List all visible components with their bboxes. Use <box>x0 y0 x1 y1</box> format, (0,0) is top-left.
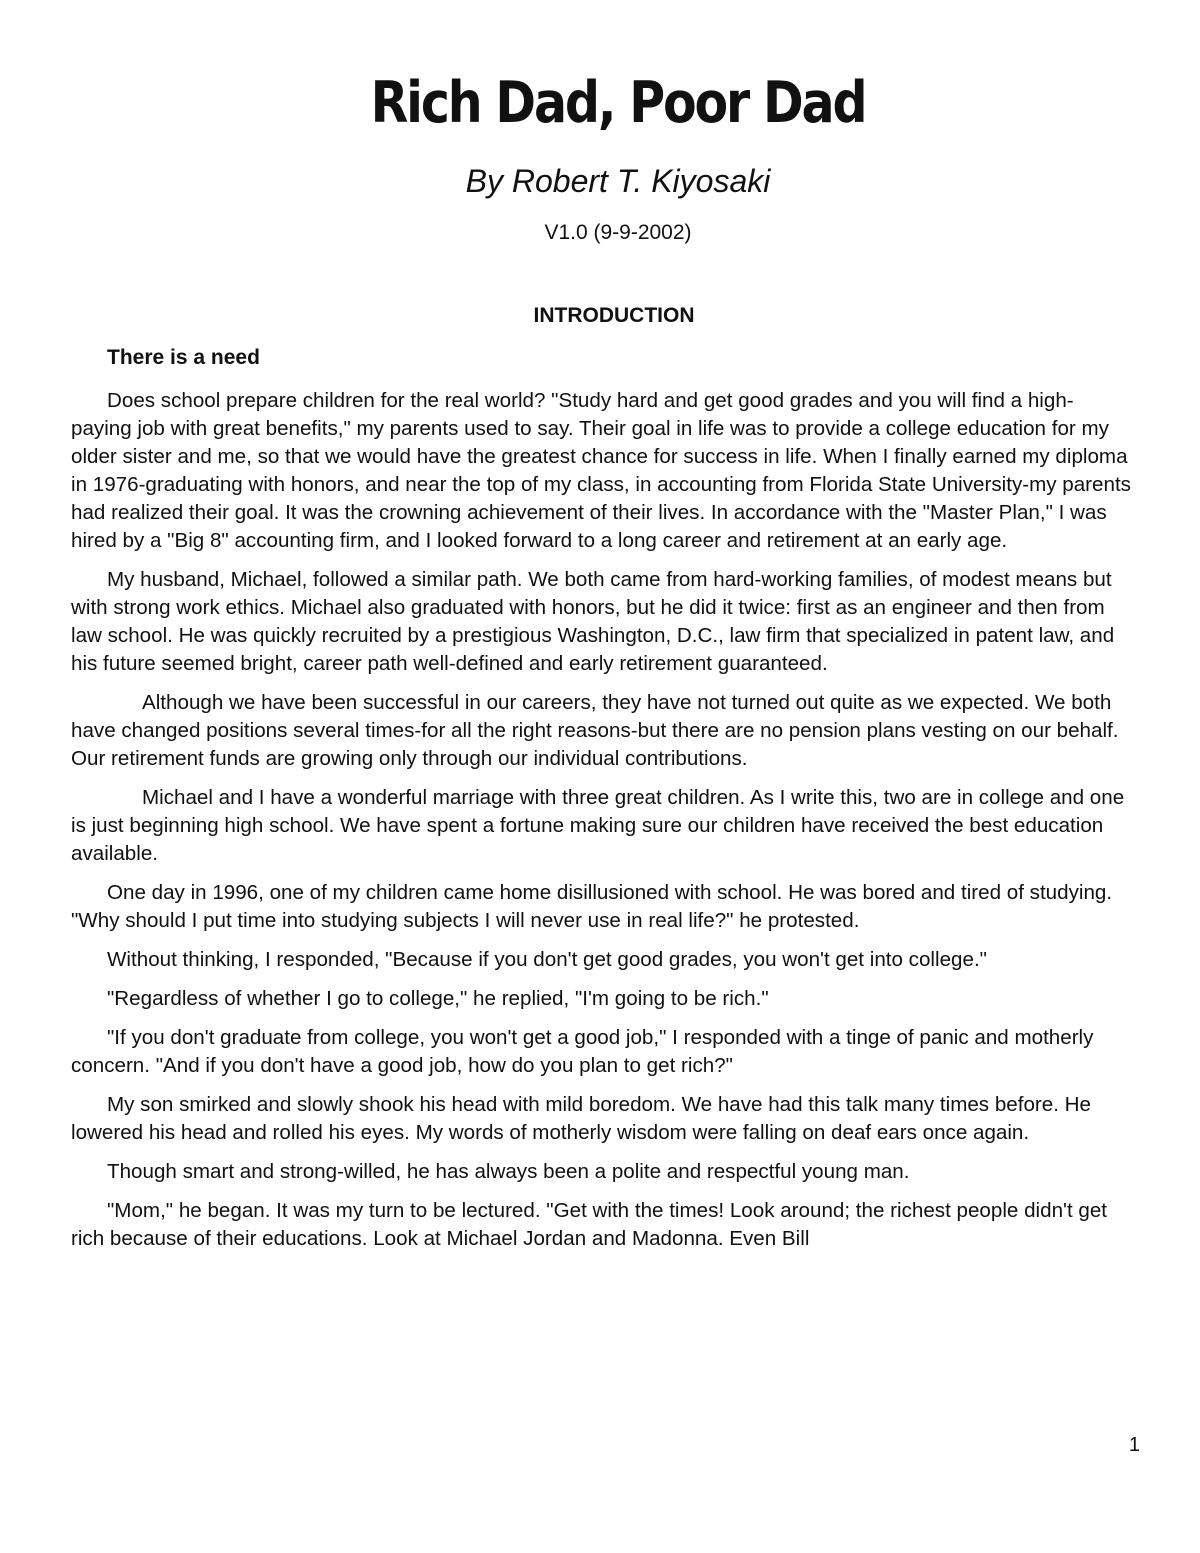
paragraph-7: "Regardless of whether I go to college," he replied, "I'm going to be rich." <box>107 987 769 1010</box>
paragraph-1: Does school prepare children for the real world? "Study hard and get good grades and you will find a high-paying job with great benefits," my parents used to say. Their goal in life was to provide a college education for my older sister and me, so that we would have the greatest chance for success in life. When I finally earned my diploma in 1976-graduating with honors, and near the top of my class, in accounting from Florida State University-my parents had realized their goal. It was the crowning achievement of their lives. In accordance with the "Master Plan," I was hired by a "Big 8" accounting firm, and I looked forward to a long career and retirement at an early age. <box>71 389 1131 552</box>
paragraph-5: One day in 1996, one of my children came home disillusioned with school. He was bored and tired of studying. "Why should I put time into studying subjects I will never use in real life?" he protested. <box>71 881 1113 932</box>
document-version: V1.0 (9-9-2002) <box>544 221 692 244</box>
paragraph-11: "Mom," he began. It was my turn to be lectured. "Get with the times! Look around; the richest people didn't get rich because of their educations. Look at Michael Jordan and Madonna. Even Bill <box>71 1199 1108 1250</box>
subheading: There is a need <box>107 346 260 369</box>
paragraph-2: My husband, Michael, followed a similar path. We both came from hard-working families, of modest means but with strong work ethics. Michael also graduated with honors, but he did it twice: first as an engineer and then from law school. He was quickly recruited by a prestigious Washington, D.C., law firm that specialized in patent law, and his future seemed bright, career path well-defined and early retirement guaranteed. <box>71 568 1115 675</box>
paragraph-4: Michael and I have a wonderful marriage with three great children. As I write this, two are in college and one is just beginning high school. We have spent a fortune making sure our children have received the best education available. <box>71 786 1125 865</box>
paragraph-10: Though smart and strong-willed, he has always been a polite and respectful young man. <box>107 1160 910 1183</box>
paragraph-3: Although we have been successful in our careers, they have not turned out quite as we expected. We both have changed positions several times-for all the right reasons-but there are no pension plans vesting on our behalf. Our retirement funds are growing only through our individual contributions. <box>71 691 1119 770</box>
document-title: Rich Dad, Poor Dad <box>370 70 866 136</box>
page-number: 1 <box>1128 1434 1140 1456</box>
paragraph-6: Without thinking, I responded, "Because if you don't get good grades, you won't get into college." <box>107 948 987 971</box>
section-heading: INTRODUCTION <box>533 304 695 327</box>
paragraph-9: My son smirked and slowly shook his head with mild boredom. We have had this talk many times before. He lowered his head and rolled his eyes. My words of motherly wisdom were falling on deaf ears once again. <box>71 1093 1091 1144</box>
body-text <box>71 387 1131 1264</box>
paragraph-8: "If you don't graduate from college, you won't get a good job," I responded with a tinge of panic and motherly concern. "And if you don't have a good job, how do you plan to get rich?" <box>71 1026 1094 1077</box>
document-author: By Robert T. Kiyosaki <box>465 163 771 199</box>
